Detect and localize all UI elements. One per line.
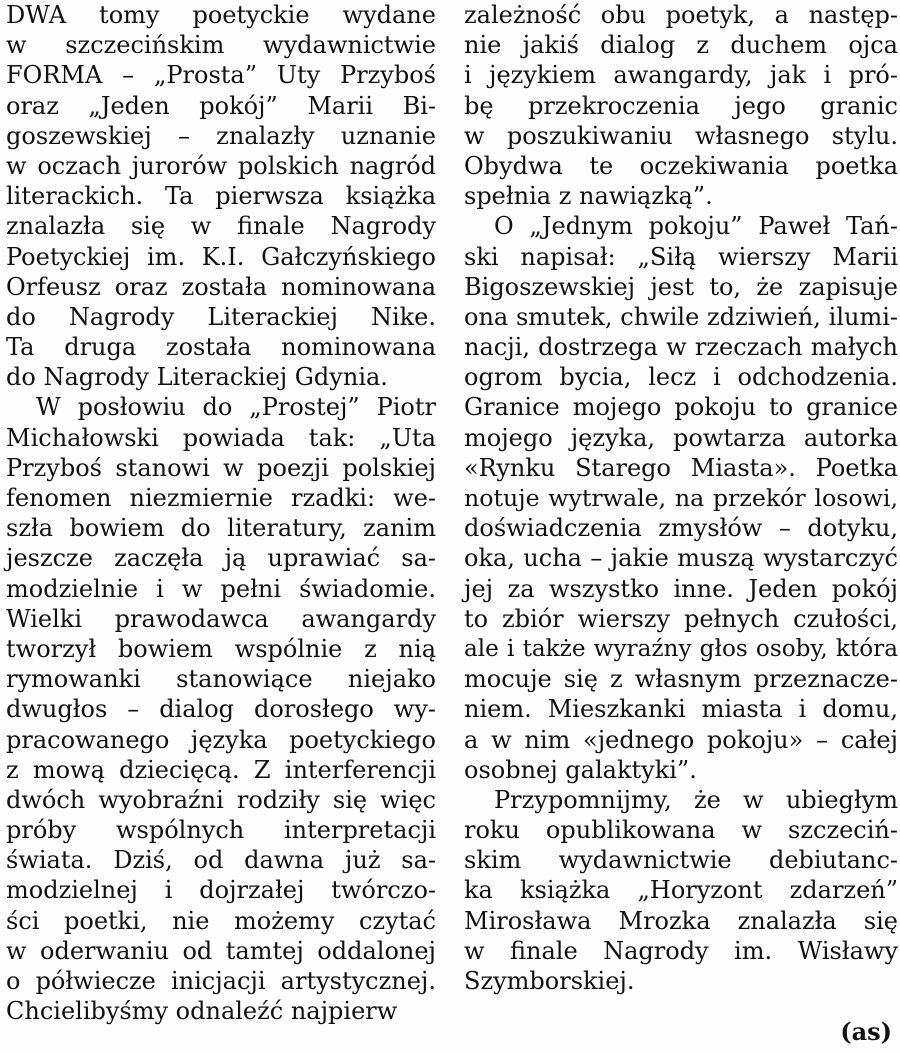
text-line: ona smutek, chwile zdziwień, ilumi-	[464, 302, 898, 331]
text-line: Orfeusz oraz została nominowana	[6, 272, 436, 301]
text-line: Obydwa te oczekiwania poetka	[464, 151, 898, 180]
text-line: ale i także wyraźny głos osoby, która	[464, 635, 898, 662]
text-line: oka, ucha – jakie muszą wystarczyć	[464, 544, 898, 573]
text-line: niem. Mieszkanki miasta i domu,	[464, 695, 898, 724]
text-line: Michałowski powiada tak: „Uta	[6, 423, 436, 452]
text-line: świata. Dziś, od dawna już sa-	[6, 846, 436, 875]
text-line: Szymborskiej.	[464, 967, 635, 995]
text-line: tworzył bowiem wspólnie z nią	[6, 634, 436, 663]
text-line: w poszukiwaniu własnego stylu.	[464, 121, 898, 150]
text-line: bę przekroczenia jego granic	[464, 91, 898, 120]
text-line: skim wydawnictwie debiutanc-	[464, 846, 898, 875]
text-line: ka książka „Horyzont zdarzeń”	[464, 876, 898, 905]
text-line: do Nagrody Literackiej Gdynia.	[6, 363, 388, 392]
text-line: Bigoszewskiej jest to, że zapisuje	[464, 272, 898, 301]
text-line: z mową dziecięcą. Z interferencji	[6, 755, 436, 784]
text-line: dwugłos – dialog dorosłego wy-	[6, 695, 436, 724]
text-line: pracowanego języka poetyckiego	[6, 725, 436, 754]
text-line: doświadczenia zmysłów – dotyku,	[464, 514, 898, 543]
text-line: nacji, dostrzega w rzeczach małych	[464, 333, 898, 362]
text-line: mocuje się z własnym przeznacze-	[464, 665, 898, 694]
text-line: ści poetki, nie możemy czytać	[6, 906, 436, 935]
text-line: fenomen niezmiernie rzadki: we-	[6, 484, 436, 512]
text-line: próby wspólnych interpretacji	[6, 816, 436, 845]
text-line: Wielki prawodawca awangardy	[6, 604, 436, 633]
text-line: jej za wszystko inne. Jeden pokój	[464, 574, 898, 603]
text-line: zależność obu poetyk, a następ-	[464, 1, 898, 29]
text-line: DWA tomy poetyckie wydane	[6, 1, 436, 29]
text-line: w szczecińskim wydawnictwie	[6, 31, 436, 60]
text-line: Ta druga została nominowana	[6, 333, 436, 362]
text-line: Przypomnijmy, że w ubiegłym	[494, 785, 898, 814]
text-line: do Nagrody Literackiej Nike.	[6, 302, 436, 331]
text-line: notuje wytrwale, na przekór losowi,	[464, 484, 898, 512]
text-line: goszewskiej – znalazły uznanie	[6, 121, 436, 150]
text-line: ogrom bycia, lecz i odchodzenia.	[464, 363, 898, 392]
text-line: ski napisał: „Siłą wierszy Marii	[464, 242, 898, 271]
text-line: Granice mojego pokoju to granice	[464, 393, 898, 422]
left-column	[6, 0, 436, 1026]
text-line: Przyboś stanowi w poezji polskiej	[6, 453, 436, 482]
text-line: Poetyckiej im. K.I. Gałczyńskiego	[6, 242, 436, 271]
text-line: znalazła się w finale Nagrody	[6, 212, 436, 241]
text-line: rymowanki stanowiące niejako	[6, 665, 436, 694]
text-line: dwóch wyobraźni rodziły się więc	[6, 785, 436, 814]
text-line: w finale Nagrody im. Wisławy	[464, 936, 898, 965]
text-line: literackich. Ta pierwsza książka	[6, 182, 436, 211]
text-line: a w nim «jednego pokoju» – całej	[464, 725, 898, 754]
text-line: W posłowiu do „Prostej” Piotr	[36, 393, 436, 422]
text-line: w oczach jurorów polskich nagród	[6, 151, 436, 180]
right-column	[464, 0, 898, 996]
text-line: i językiem awangardy, jak i pró-	[464, 61, 898, 90]
author-byline: (as)	[840, 1017, 892, 1046]
text-line: modzielnej i dojrzałej twórczo-	[6, 876, 436, 905]
text-line: jeszcze zaczęła ją uprawiać sa-	[6, 544, 436, 573]
text-line: «Rynku Starego Miasta». Poetka	[464, 453, 898, 482]
text-line: modzielnie i w pełni świadomie.	[6, 574, 436, 603]
text-line: osobnej galaktyki”.	[464, 755, 697, 784]
text-line: Mirosława Mrozka znalazła się	[464, 906, 898, 935]
text-line: to zbiór wierszy pełnych czułości,	[464, 604, 898, 633]
text-line: O „Jednym pokoju” Paweł Tań-	[494, 212, 898, 241]
text-line: roku opublikowana w szczeciń-	[464, 816, 898, 845]
text-line: FORMA – „Prosta” Uty Przyboś	[6, 61, 436, 90]
text-line: w oderwaniu od tamtej oddalonej	[6, 936, 436, 965]
text-line: oraz „Jeden pokój” Marii Bi-	[6, 91, 436, 120]
text-line: nie jakiś dialog z duchem ojca	[464, 31, 898, 60]
text-line: Chcielibyśmy odnaleźć najpierw	[6, 997, 398, 1026]
text-line: szła bowiem do literatury, zanim	[6, 514, 436, 543]
text-line: mojego języka, powtarza autorka	[464, 423, 898, 452]
text-line: spełnia z nawiązką”.	[464, 182, 713, 211]
text-line: o półwiecze inicjacji artystycznej.	[6, 967, 436, 995]
